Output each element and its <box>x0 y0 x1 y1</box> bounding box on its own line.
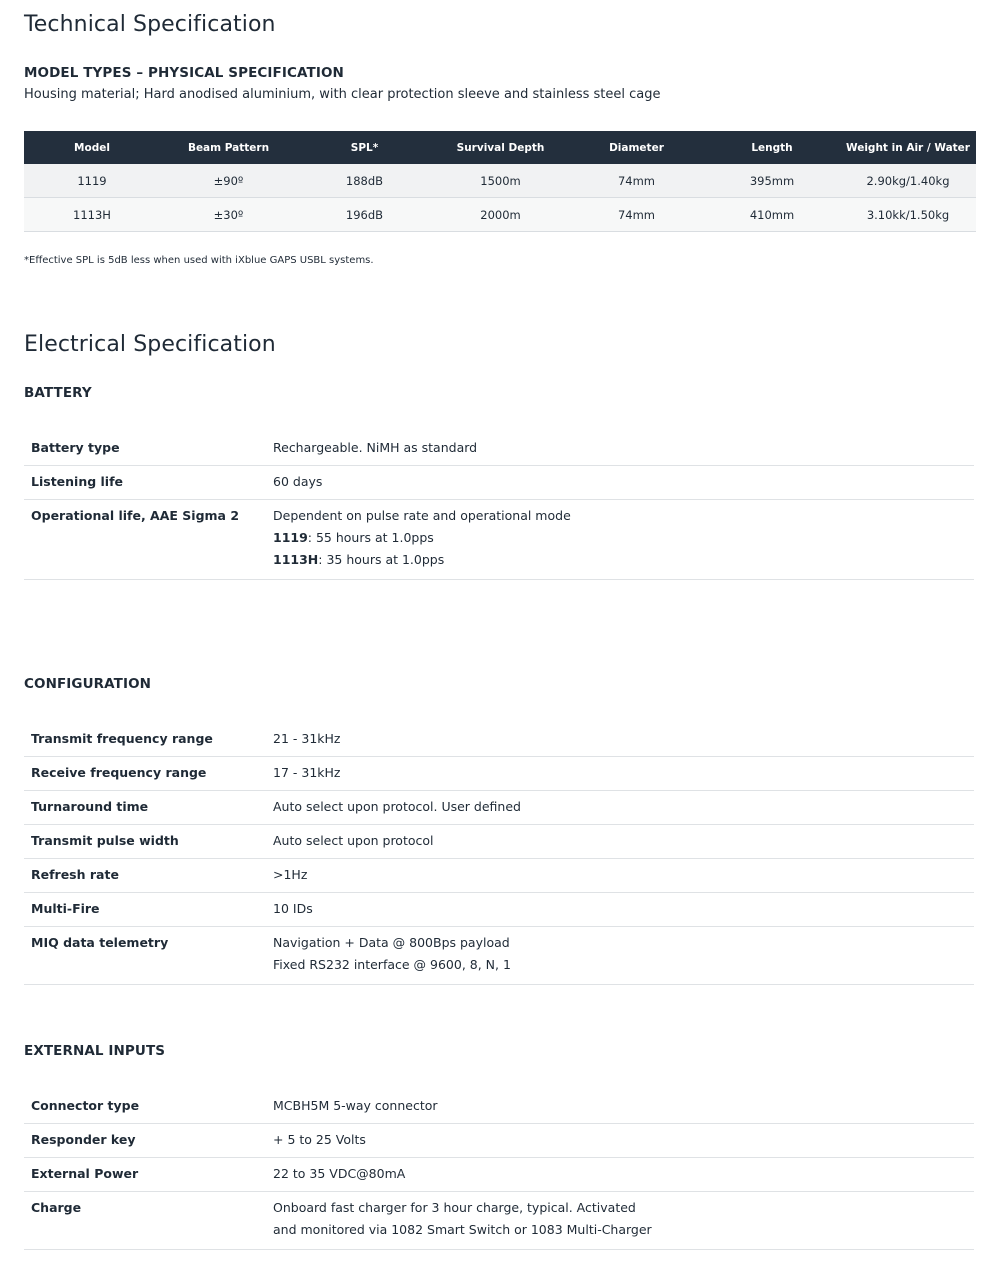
model-label: 1119 <box>273 530 308 545</box>
battery-spec-list <box>24 432 974 580</box>
spec-row-multi-fire <box>24 893 974 927</box>
col-header-model: Model <box>24 131 160 164</box>
spec-key: External Power <box>31 1166 139 1181</box>
spec-key: Receive frequency range <box>31 765 207 780</box>
cell-survival-depth: 1500m <box>432 164 569 198</box>
model-label: 1113H <box>273 552 319 567</box>
spec-value: Auto select upon protocol. User defined <box>273 799 521 814</box>
spec-value-text: : 35 hours at 1.0pps <box>318 552 445 567</box>
table-header-row <box>24 131 976 164</box>
spec-value-text: : 55 hours at 1.0pps <box>307 530 434 545</box>
cell-diameter: 74mm <box>569 164 704 198</box>
spec-key: Responder key <box>31 1132 136 1147</box>
cell-model: 1119 <box>24 164 160 198</box>
spec-row-battery-type <box>24 432 974 466</box>
spec-value <box>273 1197 974 1249</box>
spec-value-line: and monitored via 1082 Smart Switch or 1083 Multi-Charger <box>273 1222 652 1237</box>
spec-value: 22 to 35 VDC@80mA <box>273 1166 406 1181</box>
external-inputs-spec-list <box>24 1090 974 1250</box>
spec-row-refresh-rate <box>24 859 974 893</box>
spec-value: >1Hz <box>273 867 308 882</box>
table-row <box>24 164 976 198</box>
spec-row-listening-life <box>24 466 974 500</box>
spec-value-line: Dependent on pulse rate and operational mode <box>273 508 571 523</box>
spec-key: Battery type <box>31 440 120 455</box>
table-row <box>24 198 976 232</box>
cell-spl: 188dB <box>297 164 432 198</box>
cell-survival-depth: 2000m <box>432 198 569 232</box>
cell-weight: 3.10kk/1.50kg <box>840 198 976 232</box>
cell-spl: 196dB <box>297 198 432 232</box>
spec-value-line: Fixed RS232 interface @ 9600, 8, N, 1 <box>273 957 511 972</box>
spec-value-line: Navigation + Data @ 800Bps payload <box>273 935 510 950</box>
spec-key: Turnaround time <box>31 799 149 814</box>
cell-model: 1113H <box>24 198 160 232</box>
cell-length: 410mm <box>704 198 840 232</box>
spec-row-operational-life <box>24 500 974 580</box>
col-header-survival-depth: Survival Depth <box>432 131 569 164</box>
spec-value: 10 IDs <box>273 901 313 916</box>
spec-value: 21 - 31kHz <box>273 731 341 746</box>
spec-key: Refresh rate <box>31 867 119 882</box>
spec-value: 60 days <box>273 474 323 489</box>
spec-row-connector-type <box>24 1090 974 1124</box>
spec-value-line <box>273 549 974 571</box>
spec-key: MIQ data telemetry <box>31 935 169 950</box>
electrical-spec-title: Electrical Specification <box>24 332 276 357</box>
cell-beam-pattern: ±30º <box>160 198 297 232</box>
spec-row-turnaround-time <box>24 791 974 825</box>
col-header-weight: Weight in Air / Water <box>840 131 976 164</box>
cell-beam-pattern: ±90º <box>160 164 297 198</box>
spec-value: 17 - 31kHz <box>273 765 341 780</box>
spec-value-line <box>273 527 974 549</box>
model-types-heading: MODEL TYPES – PHYSICAL SPECIFICATION <box>24 65 344 81</box>
configuration-heading: CONFIGURATION <box>24 676 152 692</box>
external-inputs-heading: EXTERNAL INPUTS <box>24 1043 166 1059</box>
spec-row-responder-key <box>24 1124 974 1158</box>
spec-value <box>273 505 974 579</box>
cell-weight: 2.90kg/1.40kg <box>840 164 976 198</box>
col-header-length: Length <box>704 131 840 164</box>
spec-row-charge <box>24 1192 974 1250</box>
spec-value: + 5 to 25 Volts <box>273 1132 366 1147</box>
technical-spec-title: Technical Specification <box>24 12 276 37</box>
battery-heading: BATTERY <box>24 385 92 401</box>
spec-value: Auto select upon protocol <box>273 833 434 848</box>
col-header-beam-pattern: Beam Pattern <box>160 131 297 164</box>
spec-key: Operational life, AAE Sigma 2 <box>31 508 240 523</box>
spec-row-external-power <box>24 1158 974 1192</box>
spec-row-receive-frequency <box>24 757 974 791</box>
housing-description: Housing material; Hard anodised aluminium, with clear protection sleeve and stainless steel cage <box>24 87 661 102</box>
spec-row-miq-telemetry <box>24 927 974 985</box>
spec-key: Connector type <box>31 1098 140 1113</box>
cell-diameter: 74mm <box>569 198 704 232</box>
spec-value: MCBH5M 5-way connector <box>273 1098 438 1113</box>
spec-value: Rechargeable. NiMH as standard <box>273 440 478 455</box>
cell-length: 395mm <box>704 164 840 198</box>
spec-row-transmit-frequency <box>24 723 974 757</box>
spec-row-transmit-pulse-width <box>24 825 974 859</box>
spl-footnote: *Effective SPL is 5dB less when used with iXblue GAPS USBL systems. <box>24 255 374 266</box>
spec-key: Listening life <box>31 474 124 489</box>
spec-key: Transmit frequency range <box>31 731 213 746</box>
model-types-table <box>24 131 976 232</box>
spec-key: Transmit pulse width <box>31 833 179 848</box>
spec-value <box>273 932 974 984</box>
spec-key: Charge <box>31 1200 82 1215</box>
configuration-spec-list <box>24 723 974 985</box>
col-header-diameter: Diameter <box>569 131 704 164</box>
col-header-spl: SPL* <box>297 131 432 164</box>
spec-key: Multi-Fire <box>31 901 100 916</box>
spec-value-line: Onboard fast charger for 3 hour charge, typical. Activated <box>273 1200 636 1215</box>
